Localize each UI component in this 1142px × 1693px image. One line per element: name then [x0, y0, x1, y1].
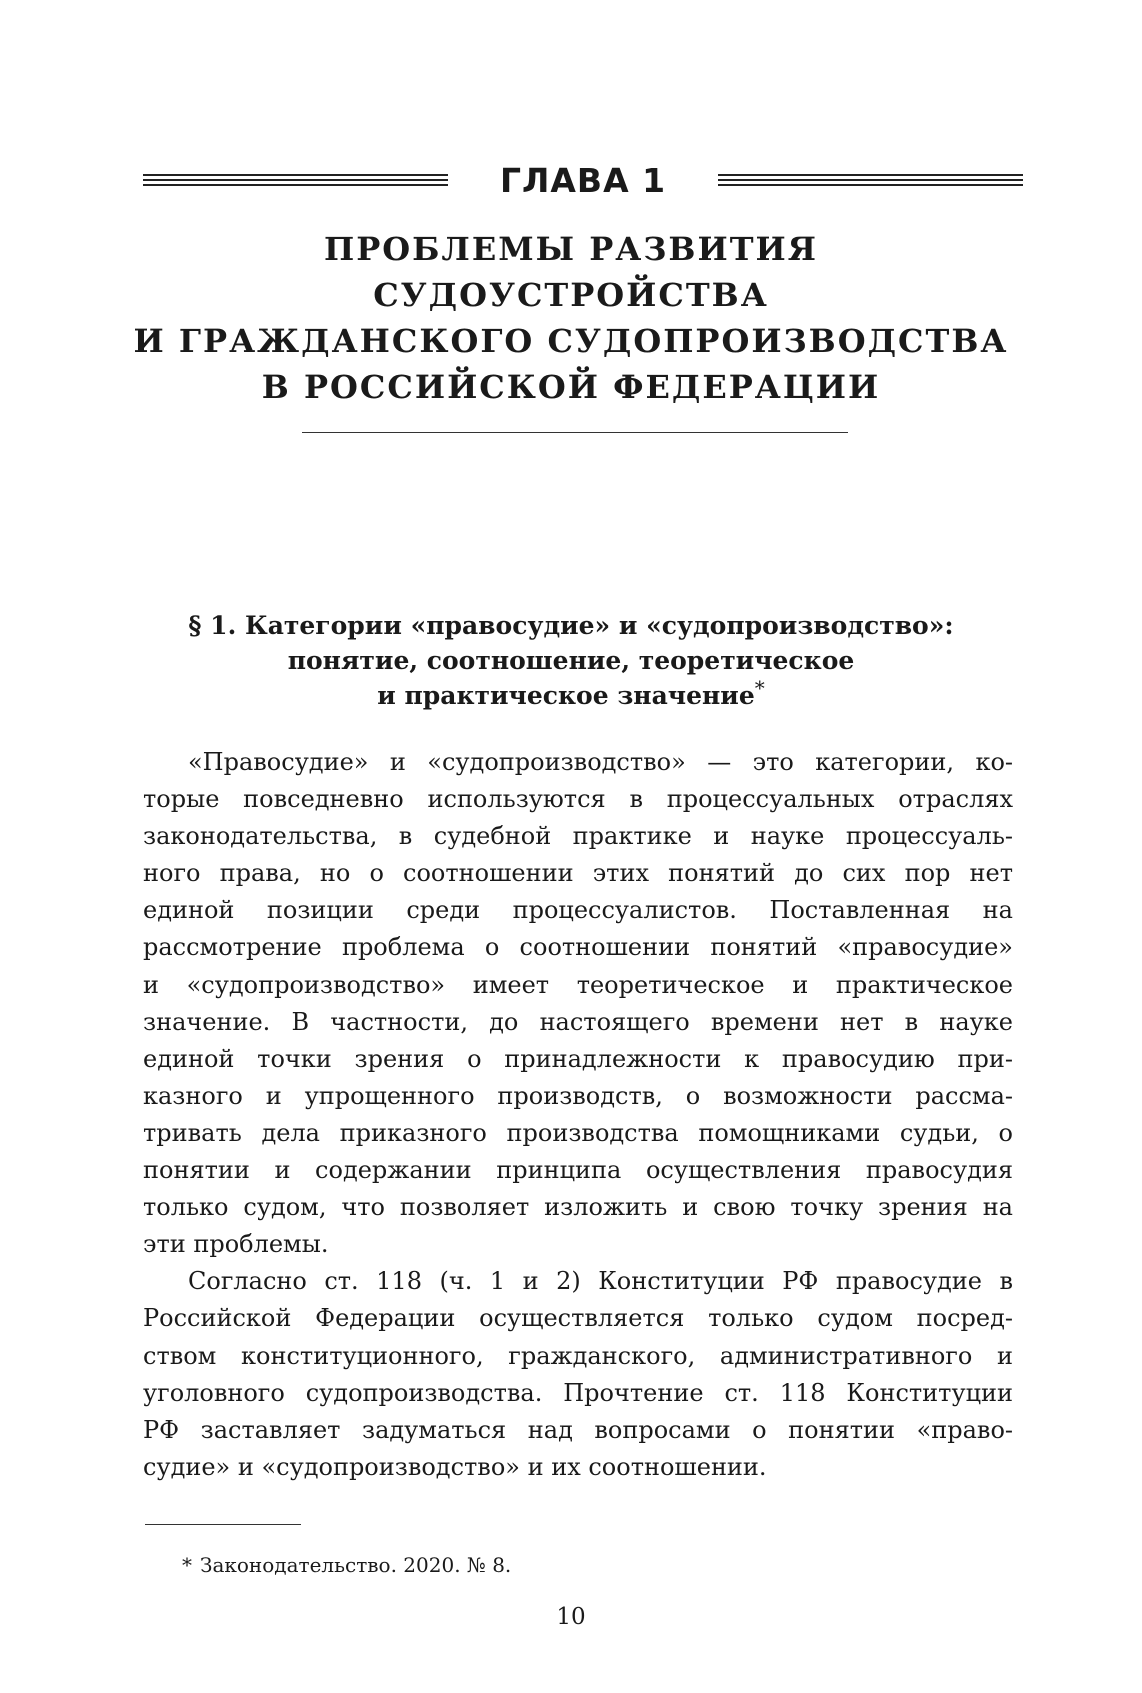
paragraph-line: «Правосудие» и «судопроизводство» — это категории, ко-	[188, 748, 1013, 776]
paragraph-line: единой точки зрения о принадлежности к правосудию при-	[143, 1044, 1013, 1073]
paragraph-line: ством конституционного, гражданского, административного и	[143, 1341, 1013, 1370]
chapter-label: ГЛАВА 1	[499, 160, 667, 200]
chapter-header	[143, 158, 1023, 202]
footnote-mark: *	[182, 1553, 192, 1577]
right-ornament-rule	[718, 174, 1023, 186]
paragraph-line: уголовного судопроизводства. Прочтение ст. 118 Конституции	[143, 1378, 1013, 1407]
footnote-text: Законодательство. 2020. № 8.	[200, 1553, 512, 1577]
paragraph-line: законодательства, в судебной практике и науке процессуаль-	[143, 822, 1013, 851]
title-divider	[302, 432, 848, 433]
paragraph-line: ного права, но о соотношении этих понятий до сих пор нет	[143, 859, 1013, 888]
footnote-divider	[145, 1524, 301, 1525]
page-number: 10	[556, 1604, 586, 1630]
body-text	[143, 744, 1013, 1486]
paragraph-line: значение. В частности, до настоящего времени нет в науке	[143, 1007, 1013, 1036]
paragraph-line: казного и упрощенного производств, о возможности рассма-	[143, 1081, 1013, 1110]
paragraph-line: тривать дела приказного производства помощниками судьи, о	[143, 1118, 1013, 1147]
paragraph-line: РФ заставляет задуматься над вопросами о понятии «право-	[143, 1415, 1013, 1444]
paragraph-line: рассмотрение проблема о соотношении понятий «правосудие»	[143, 933, 1013, 962]
paragraph-line: судие» и «судопроизводство» и их соотношении.	[143, 1452, 767, 1481]
section-heading-line: § 1. Категории «правосудие» и «судопроизводство»:	[188, 611, 954, 640]
paragraph-line: торые повседневно используются в процессуальных отраслях	[143, 785, 1013, 814]
paragraph-line: и «судопроизводство» имеет теоретическое и практическое	[143, 970, 1013, 999]
section-heading-line-last	[120, 678, 1022, 713]
paragraph-line: только судом, что позволяет изложить и свою точку зрения на	[143, 1193, 1013, 1222]
section-heading-text: и практическое значение	[377, 681, 755, 710]
paragraph-line: единой позиции среди процессуалистов. Поставленная на	[143, 896, 1013, 925]
chapter-title	[100, 226, 1042, 410]
chapter-title-line: ПРОБЛЕМЫ РАЗВИТИЯ	[324, 230, 818, 268]
section-heading-line: понятие, соотношение, теоретическое	[287, 646, 855, 675]
chapter-title-line: СУДОУСТРОЙСТВА	[373, 276, 769, 314]
paragraph-line: Согласно ст. 118 (ч. 1 и 2) Конституции РФ правосудие в	[188, 1267, 1013, 1296]
section-heading	[120, 608, 1022, 713]
left-ornament-rule	[143, 174, 448, 186]
chapter-title-line: В РОССИЙСКОЙ ФЕДЕРАЦИИ	[261, 368, 881, 406]
paragraph-line: понятии и содержании принципа осуществления правосудия	[143, 1156, 1013, 1185]
paragraph-line: Российской Федерации осуществляется только судом посред-	[143, 1304, 1013, 1333]
footnote-reference[interactable]: *	[754, 676, 765, 700]
chapter-title-line: И ГРАЖДАНСКОГО СУДОПРОИЗВОДСТВА	[133, 322, 1009, 360]
footnote	[182, 1553, 519, 1577]
paragraph-line: эти проблемы.	[143, 1230, 329, 1259]
